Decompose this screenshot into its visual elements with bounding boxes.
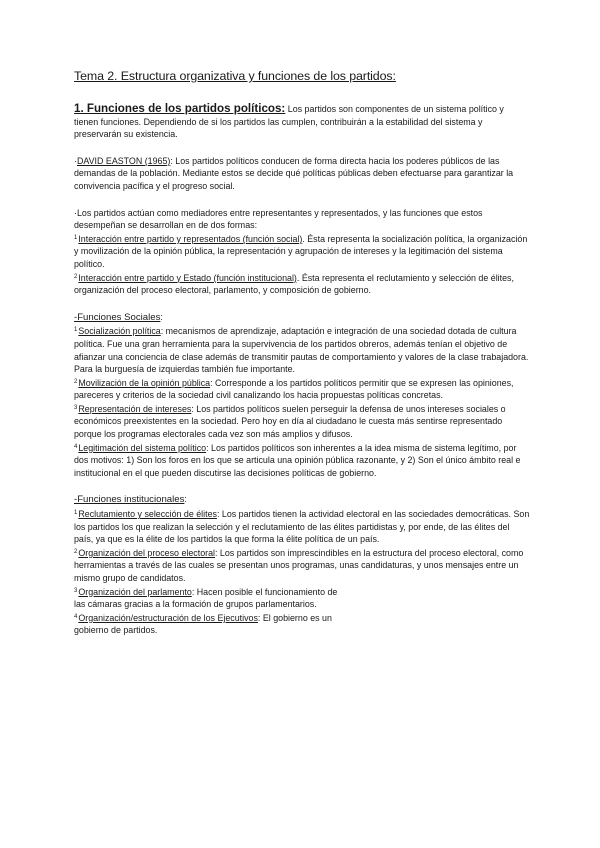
institutional-item-number: 1 [74, 510, 78, 517]
social-item-number: 4 [74, 443, 78, 450]
easton-bullet: · [74, 155, 77, 166]
easton-reference: DAVID EASTON (1965) [76, 155, 171, 166]
social-heading-colon: : [160, 311, 163, 322]
section1-intro-text: Los partidos son componentes de un sistema político y tienen funciones. Dependiendo de si los partidos las cumplen, contribuirán a la estabilidad del sistema y preservarán su existencia. [74, 104, 504, 140]
social-item-number: 2 [74, 378, 78, 385]
institutional-item-number: 2 [74, 548, 78, 555]
institutional-item-label: Organización/estructuración de los Ejecutivos [78, 612, 258, 623]
institutional-item-text-continued: gobierno de partidos. [74, 625, 158, 636]
social-item-label: Movilización de la opinión pública [78, 377, 211, 388]
institutional-functions-heading [74, 493, 530, 507]
form-number: 2 [74, 273, 78, 280]
social-item-text: : mecanismos de aprendizaje, adaptación e integración de una sociedad dotada de cultura política. Fue una gran herramienta para la supervivencia de los partidos obreros, además tenían el objetivo de afianzar una conciencia de clase además de transmitir pautas de comportamiento y valores de la clase trabajadora. Para la burguesía de izquierdas también fue importante. [74, 326, 529, 375]
social-heading-label: -Funciones Sociales [74, 311, 161, 323]
institutional-item [74, 507, 530, 546]
form-text: . Ésta representa la socialización política, la organización y movilización de la opinión pública, la representación y agrupación de intereses y la legitimación del sistema político. [74, 233, 528, 269]
mediators-paragraph: ·Los partidos actúan como mediadores entre representantes y representados, y las funciones que estos desempeñan se desarrollan en de dos formas: [74, 207, 483, 231]
social-item-text: : Los partidos políticos suelen perseguir la defensa de unos intereses sociales o económicos preexistentes en la sociedad. Pero hoy en día al ciudadano le cuesta más sentirse representado porque los programas electorales cada vez son más amplios y difusos. [74, 403, 506, 440]
social-item-text: : Los partidos políticos son inherentes a la idea misma de sistema legítimo, por dos motivos: 1) Son los foros en los que se articula una opinión pública razonante, y 2) Son el único ámbito real e institucional en el que pueden discutirse las decisiones políticas de gobierno. [74, 442, 521, 478]
institutional-item-number: 3 [74, 587, 78, 594]
social-item-label: Legitimación del sistema político [78, 442, 207, 453]
section1-heading: 1. Funciones de los partidos políticos: [74, 102, 286, 115]
social-item [74, 376, 530, 402]
document-title: Tema 2. Estructura organizativa y funciones de los partidos: [74, 69, 396, 83]
form-label: Interacción entre partido y Estado (función institucional) [78, 272, 297, 283]
social-item-number: 3 [74, 404, 78, 411]
form-text: . Ésta representa el reclutamiento y selección de élites, organización del proceso electoral, parlamento, y composición de gobierno. [74, 272, 514, 296]
easton-paragraph [74, 155, 530, 193]
institutional-item-label: Organización del proceso electoral [78, 547, 215, 558]
institutional-item-text: : El gobierno es un [257, 612, 332, 623]
social-item-text: : Corresponde a los partidos políticos permitir que se expresen las opiniones, pareceres y criterios de la sociedad civil canalizando los hacia propuestas políticas concretas. [74, 377, 514, 401]
social-item-number: 1 [74, 327, 78, 334]
section1-intro-paragraph [74, 103, 530, 141]
social-functions-heading [74, 311, 530, 325]
social-item-label: Socialización política [78, 326, 161, 337]
form-number: 1 [74, 234, 78, 241]
social-item [74, 324, 530, 375]
institutional-heading-label: -Funciones institucionales [74, 494, 185, 506]
social-item-label: Representación de intereses [78, 403, 192, 414]
institutional-item-label: Reclutamiento y selección de élites [78, 509, 217, 520]
institutional-item-text-continued: las cámaras gracias a la formación de grupos parlamentarios. [74, 599, 317, 610]
institutional-item-text: : Hacen posible el funcionamiento de [191, 586, 338, 597]
institutional-heading-colon: : [184, 494, 187, 505]
institutional-item-text: : Los partidos tienen la actividad electoral en las sociedades democráticas. Son los partidos los que realizan la selección y el reclutamiento de las élites partidistas y, por ende, de las élites del país, ya que es la élite de los partidos la que forma la élite política de un país. [74, 509, 530, 545]
institutional-item-label: Organización del parlamento [78, 586, 192, 597]
social-item [74, 441, 530, 480]
form-item [74, 232, 530, 271]
institutional-item-text: : Los partidos son imprescindibles en la estructura del proceso electoral, como herramientas a través de las cuales se presentan unos programas, unas candidaturas, y unos mensajes entre un mismo grupo de candidatos. [74, 547, 524, 583]
form-item [74, 271, 530, 297]
easton-text: : Los partidos políticos conducen de forma directa hacia los poderes públicos de las demandas de la población. Mediante estos se decide qué políticas públicas deben efectuarse para garantizar la convivencia pacífica y el progreso social. [74, 155, 514, 191]
social-item [74, 402, 530, 441]
form-label: Interacción entre partido y representados (función social) [78, 233, 303, 244]
institutional-item [74, 611, 530, 637]
institutional-item [74, 585, 530, 611]
institutional-item-number: 4 [74, 613, 78, 620]
institutional-item [74, 546, 530, 585]
